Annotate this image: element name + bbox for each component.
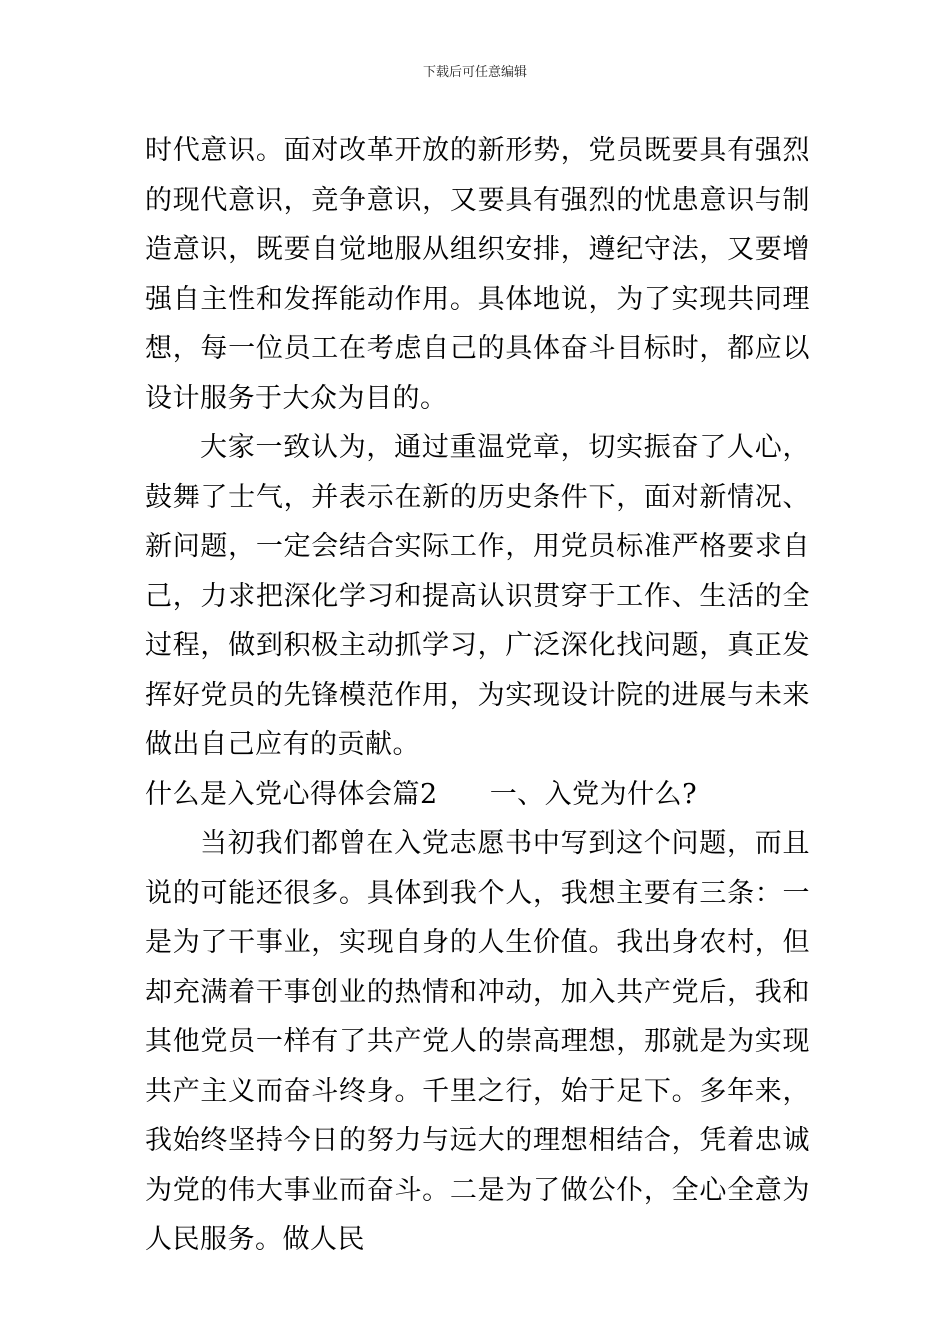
section-subtitle: 一、入党为什么? [489, 778, 698, 810]
section-heading [145, 770, 810, 820]
paragraph-continuation: 时代意识。面对改革开放的新形势，党员既要具有强烈的现代意识，竞争意识，又要具有强烈的忧患意识与制造意识，既要自觉地服从组织安排，遵纪守法，又要增强自主性和发挥能动作用。具体地说，为了实现共同理想，每一位员工在考虑自己的具体奋斗目标时，都应以设计服务于大众为目的。 [145, 135, 810, 414]
paragraph-consensus: 大家一致认为，通过重温党章，切实振奋了人心，鼓舞了士气，并表示在新的历史条件下，面对新情况、新问题，一定会结合实际工作，用党员标准严格要求自己，力求把深化学习和提高认识贯穿于工作、生活的全过程，做到积极主动抓学习，广泛深化找问题，真正发挥好党员的先锋模范作用，为实现设计院的进展与未来做出自己应有的贡献。 [145, 432, 810, 760]
page-header: 下载后可任意编辑 [422, 65, 527, 80]
paragraph-why-join: 当初我们都曾在入党志愿书中写到这个问题，而且说的可能还很多。具体到我个人，我想主要有三条：一是为了干事业，实现自身的人生价值。我出身农村，但却充满着干事创业的热情和冲动，加入共产党后，我和其他党员一样有了共产党人的崇高理想，那就是为实现共产主义而奋斗终身。千里之行，始于足下。多年来，我始终坚持今日的努力与远大的理想相结合，凭着忠诚为党的伟大事业而奋斗。二是为了做公仆，全心全意为人民服务。做人民 [145, 828, 810, 1255]
section-title: 什么是入党心得体会篇2 [145, 778, 438, 810]
document-body [145, 126, 810, 1265]
